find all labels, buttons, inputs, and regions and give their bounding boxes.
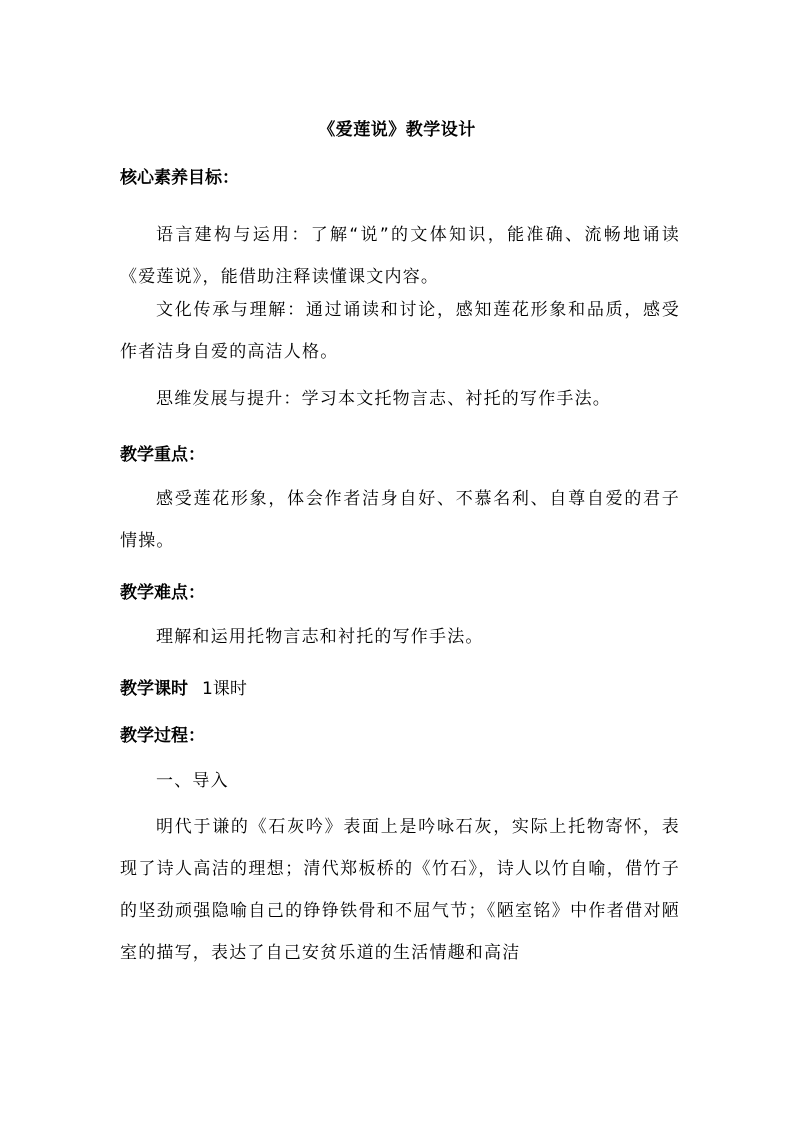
core-goal-language: 语言建构与运用：了解“说”的文体知识，能准确、流畅地诵读《爱莲说》，能借助注释读懂课文内容。 [120,225,680,287]
class-hours-value: 1课时 [202,679,247,699]
process-heading: 教学过程： [120,726,205,746]
process-intro-text: 明代于谦的《石灰吟》表面上是吟咏石灰，实际上托物寄怀，表现了诗人高洁的理想；清代郑板桥的《竹石》，诗人以竹自喻，借竹子的坚劲顽强隐喻自己的铮铮铁骨和不屈气节；《陋室铭》中作者借对陋室的描写，表达了自己安贫乐道的生活情趣和高洁 [120,817,680,963]
key-points-text: 感受莲花形象，体会作者洁身自好、不慕名利、自尊自爱的君子情操。 [120,489,680,551]
core-goal-culture: 文化传承与理解：通过诵读和讨论，感知莲花形象和品质，感受作者洁身自爱的高洁人格。 [120,300,680,362]
core-goal-thinking: 思维发展与提升：学习本文托物言志、衬托的写作手法。 [156,389,611,409]
process-section-intro-title: 一、导入 [156,771,229,791]
document-title: 《爱莲说》教学设计 [318,120,476,140]
key-points-heading: 教学重点： [120,445,205,465]
class-hours-row [120,674,247,699]
core-goals-heading: 核心素养目标： [120,168,239,188]
difficult-points-heading: 教学难点： [120,583,205,603]
difficult-points-text: 理解和运用托物言志和衬托的写作手法。 [156,627,484,647]
class-hours-label: 教学课时 [120,679,188,699]
